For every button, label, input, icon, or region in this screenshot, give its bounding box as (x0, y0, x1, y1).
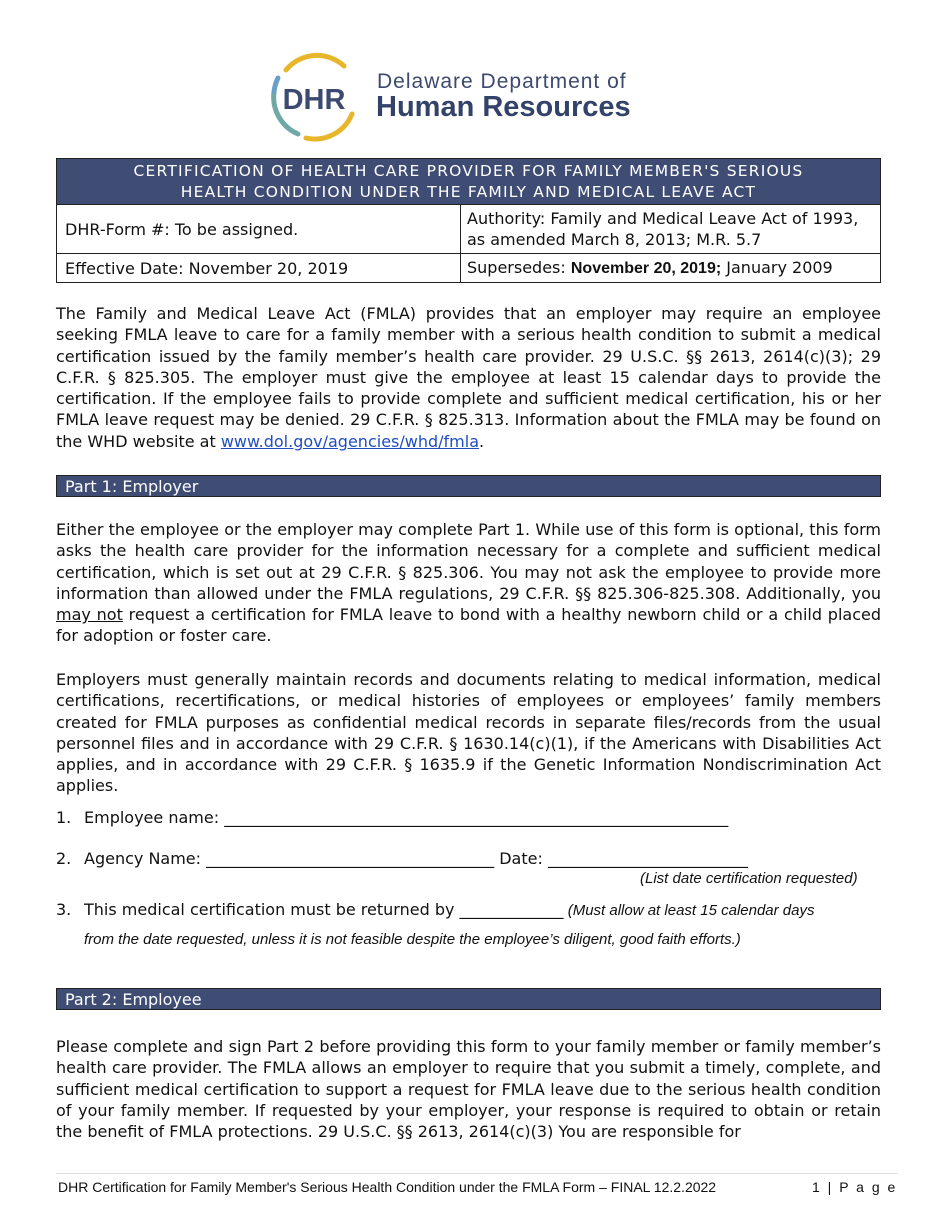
supersedes-label: Supersedes: (467, 258, 571, 277)
agency-name-blank[interactable]: ____________________________________ (206, 849, 495, 868)
date-note: (List date certification requested) (640, 870, 858, 887)
intro-paragraph (56, 303, 881, 452)
return-date-note-2: from the date requested, unless it is not feasible despite the employee’s diligent, good faith efforts.) (84, 931, 741, 948)
part1-p1-underline: may not (56, 605, 123, 625)
supersedes-rest: January 2009 (721, 258, 833, 277)
return-date-field[interactable] (56, 899, 815, 921)
header-row-2 (57, 253, 880, 282)
form-title-line-2: HEALTH CONDITION UNDER THE FAMILY AND MEDICAL LEAVE ACT (180, 183, 757, 201)
logo-line-1: Delaware Department of (377, 70, 627, 93)
part2-paragraph-1: Please complete and sign Part 2 before providing this form to your family member or family member’s health care provider. The FMLA allows an employer to require that you submit a timely, complete, and sufficient medical certification to support a request for FMLA leave due to the serious health condition of your family member. If requested by your employer, your response is required to obtain or retain the benefit of FMLA protections. 29 U.S.C. §§ 2613, 2614(c)(3) You are responsible for (56, 1037, 881, 1142)
item-1-number: 1. (56, 808, 72, 827)
authority: Authority: Family and Medical Leave Act of 1993, as amended March 8, 2013; M.R. 5.7 (467, 209, 859, 249)
effective-date: Effective Date: November 20, 2019 (57, 254, 461, 282)
footer-divider (56, 1173, 898, 1174)
agency-name-label: Agency Name: (84, 849, 207, 868)
part1-heading: Part 1: Employer (56, 475, 881, 497)
dhr-logo-mark (266, 52, 366, 144)
employee-name-blank[interactable]: _______________________________________________________________ (224, 808, 729, 827)
employee-name-field[interactable] (56, 807, 728, 828)
date-label: Date: (494, 849, 548, 868)
return-date-label: This medical certification must be returned by (84, 900, 460, 919)
page-number: 1 | P a g e (812, 1179, 898, 1195)
footer-text: DHR Certification for Family Member's Serious Health Condition under the FMLA Form – FINAL 12.2.2022 (58, 1179, 717, 1195)
supersedes (461, 254, 880, 282)
dhr-logo (266, 52, 366, 144)
intro-text: The Family and Medical Leave Act (FMLA) provides that an employer may require an employee seeking FMLA leave to care for a family member with a serious health condition to submit a medical certification issued by the family member’s health care provider. 29 U.S.C. §§ 2613, 2614(c)(3); 29 C.F.R. § 825.305. The employer must give the employee at least 15 calendar days to provide the certification. If the employee fails to provide complete and sufficient medical certification, his or her FMLA leave request may be denied. 29 C.F.R. § 825.313. Information about the FMLA may be found on the WHD website at (56, 304, 881, 451)
part1-p1-a: Either the employee or the employer may complete Part 1. While use of this form is optional, this form asks the health care provider for the information necessary for a complete and sufficient medical certification, which is set out at 29 C.F.R. § 825.306. You may not ask the employee to provide more information than allowed under the FMLA regulations, 29 C.F.R. §§ 825.306-825.308. Additionally, you (56, 520, 881, 603)
form-title-line-1: CERTIFICATION OF HEALTH CARE PROVIDER FOR FAMILY MEMBER'S SERIOUS (133, 162, 804, 180)
date-blank[interactable]: _________________________ (547, 849, 748, 868)
logo-mark-text: DHR (282, 84, 346, 116)
item-3-number: 3. (56, 900, 72, 919)
employee-name-label: Employee name: (84, 808, 225, 827)
whd-fmla-link[interactable]: www.dol.gov/agencies/whd/fmla (220, 431, 479, 451)
return-date-note: (Must allow at least 15 calendar days (563, 902, 815, 919)
supersedes-bold-date: November 20, 2019; (570, 260, 722, 277)
part2-heading: Part 2: Employee (56, 988, 881, 1010)
form-title (57, 159, 880, 204)
return-date-blank[interactable]: _____________ (459, 900, 564, 919)
form-number: DHR-Form #: To be assigned. (57, 205, 461, 253)
part1-p1-b: request a certification for FMLA leave to bond with a healthy newborn child or a child placed for adoption or foster care. (56, 605, 881, 646)
item-2-number: 2. (56, 849, 72, 868)
header-row-1 (57, 204, 880, 253)
logo-line-2: Human Resources (376, 91, 631, 123)
form-header-table (56, 158, 881, 283)
intro-end: . (479, 431, 485, 451)
part1-paragraph-2: Employers must generally maintain records and documents relating to medical information, medical certifications, recertifications, or medical histories of employees or employees’ family members created for FMLA purposes as confidential medical records in separate files/records from the usual personnel files and in accordance with 29 C.F.R. § 1630.14(c)(1), if the Americans with Disabilities Act applies, and in accordance with 29 C.F.R. § 1635.9 if the Genetic Information Nondiscrimination Act applies. (56, 670, 881, 796)
agency-name-field[interactable] (56, 848, 748, 869)
part1-paragraph-1 (56, 519, 881, 647)
